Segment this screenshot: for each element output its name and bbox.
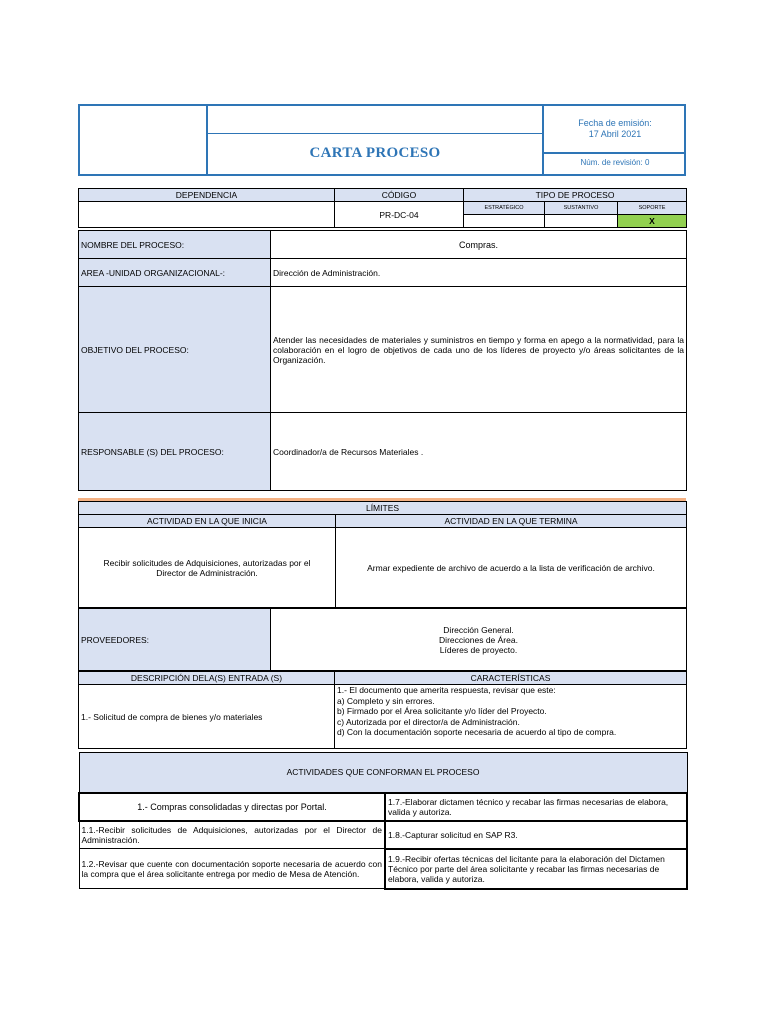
provider-item: Direcciones de Área. <box>439 634 518 645</box>
carac-item: c) Autorizada por el director/a de Administración. <box>337 716 520 727</box>
codigo-value: PR-DC-04 <box>335 202 464 228</box>
header-divider <box>542 152 686 154</box>
process-info-table <box>78 230 687 491</box>
activities-title: ACTIVIDADES QUE CONFORMAN EL PROCESO <box>79 753 687 793</box>
limits-table <box>78 501 687 608</box>
tipo-soporte: SOPORTE <box>618 202 687 215</box>
soporte-mark: X <box>618 215 687 228</box>
inicia-value: Recibir solicitudes de Adquisiciones, autorizadas por el Director de Administración. <box>79 528 336 608</box>
sustantivo-mark <box>545 215 618 228</box>
providers-list <box>271 609 687 671</box>
revision-number: Núm. de revisión: 0 <box>580 158 650 167</box>
activity-cell: 1.2.-Revisar que cuente con documentación soporte necesaria de acuerdo con la compra que el área solicitante entrega por medio de Mesa de Atención. <box>79 849 385 889</box>
provider-item: Líderes de proyecto. <box>439 644 518 655</box>
area-label: AREA -UNIDAD ORGANIZACIONAL-: <box>79 259 271 287</box>
inicia-header: ACTIVIDAD EN LA QUE INICIA <box>79 515 336 528</box>
header-divider <box>206 104 208 176</box>
providers-label: PROVEEDORES: <box>79 609 271 671</box>
termina-header: ACTIVIDAD EN LA QUE TERMINA <box>336 515 687 528</box>
tipo-proceso-header: TIPO DE PROCESO <box>464 189 687 202</box>
provider-item: Dirección General. <box>443 624 514 635</box>
tipo-sustantivo: SUSTANTIVO <box>545 202 618 215</box>
objetivo-value: Atender las necesidades de materiales y suministros en tiempo y forma en apego a la normatividad, para la colaboración en el logro de objetivos de cada uno de los líderes de proyecto y/o áreas solicitantes de la Organización. <box>271 287 687 413</box>
termina-value: Armar expediente de archivo de acuerdo a la lista de verificación de archivo. <box>336 528 687 608</box>
carac-item: 1.- El documento que amerita respuesta, revisar que este: <box>337 685 556 695</box>
tipo-estrategico: ESTRATÉGICO <box>464 202 545 215</box>
dependencia-value <box>79 202 335 228</box>
carac-item: d) Con la documentación soporte necesaria de acuerdo al tipo de compra. <box>337 727 617 737</box>
activity-cell: 1.7.-Elaborar dictamen técnico y recabar las firmas necesarias de elabora, valida y autoriza. <box>385 793 687 821</box>
objetivo-label: OBJETIVO DEL PROCESO: <box>79 287 271 413</box>
issue-date-value: 17 Abril 2021 <box>588 129 642 139</box>
inputs-table <box>78 671 687 749</box>
limits-title: LÍMITES <box>79 502 687 515</box>
nombre-value: Compras. <box>271 231 687 259</box>
inputs-carac-list <box>335 685 687 749</box>
activity-cell: 1.- Compras consolidadas y directas por Portal. <box>79 793 385 821</box>
page-title: CARTA PROCESO <box>309 145 441 161</box>
estrategico-mark <box>464 215 545 228</box>
activity-cell: 1.1.-Recibir solicitudes de Adquisiciones, autorizadas por el Director de Administración. <box>79 821 385 849</box>
activity-cell: 1.9.-Recibir ofertas técnicas del licitante para la elaboración del Dictamen Técnico por parte del área solicitante y recabar las firmas necesarias de elabora, valida y autoriza. <box>385 849 687 889</box>
carac-item: a) Completo y sin errores. <box>337 695 435 706</box>
responsable-value: Coordinador/a de Recursos Materiales . <box>271 413 687 491</box>
inputs-desc-header: DESCRIPCIÓN DELA(S) ENTRADA (S) <box>79 672 335 685</box>
responsable-label: RESPONSABLE (S) DEL PROCESO: <box>79 413 271 491</box>
inputs-desc-value: 1.- Solicitud de compra de bienes y/o materiales <box>79 685 335 749</box>
codigo-header: CÓDIGO <box>335 189 464 202</box>
identification-grid <box>78 188 687 228</box>
inputs-carac-header: CARACTERÍSTICAS <box>335 672 687 685</box>
issue-date-label: Fecha de emisión: <box>578 118 652 128</box>
area-value: Dirección de Administración. <box>271 259 687 287</box>
header-divider <box>206 133 543 134</box>
activities-table <box>78 752 688 890</box>
activity-cell: 1.8.-Capturar solicitud en SAP R3. <box>385 821 687 849</box>
carac-item: b) Firmado por el Área solicitante y/o líder del Proyecto. <box>337 706 547 716</box>
dependencia-header: DEPENDENCIA <box>79 189 335 202</box>
providers-table <box>78 608 687 671</box>
nombre-label: NOMBRE DEL PROCESO: <box>79 231 271 259</box>
